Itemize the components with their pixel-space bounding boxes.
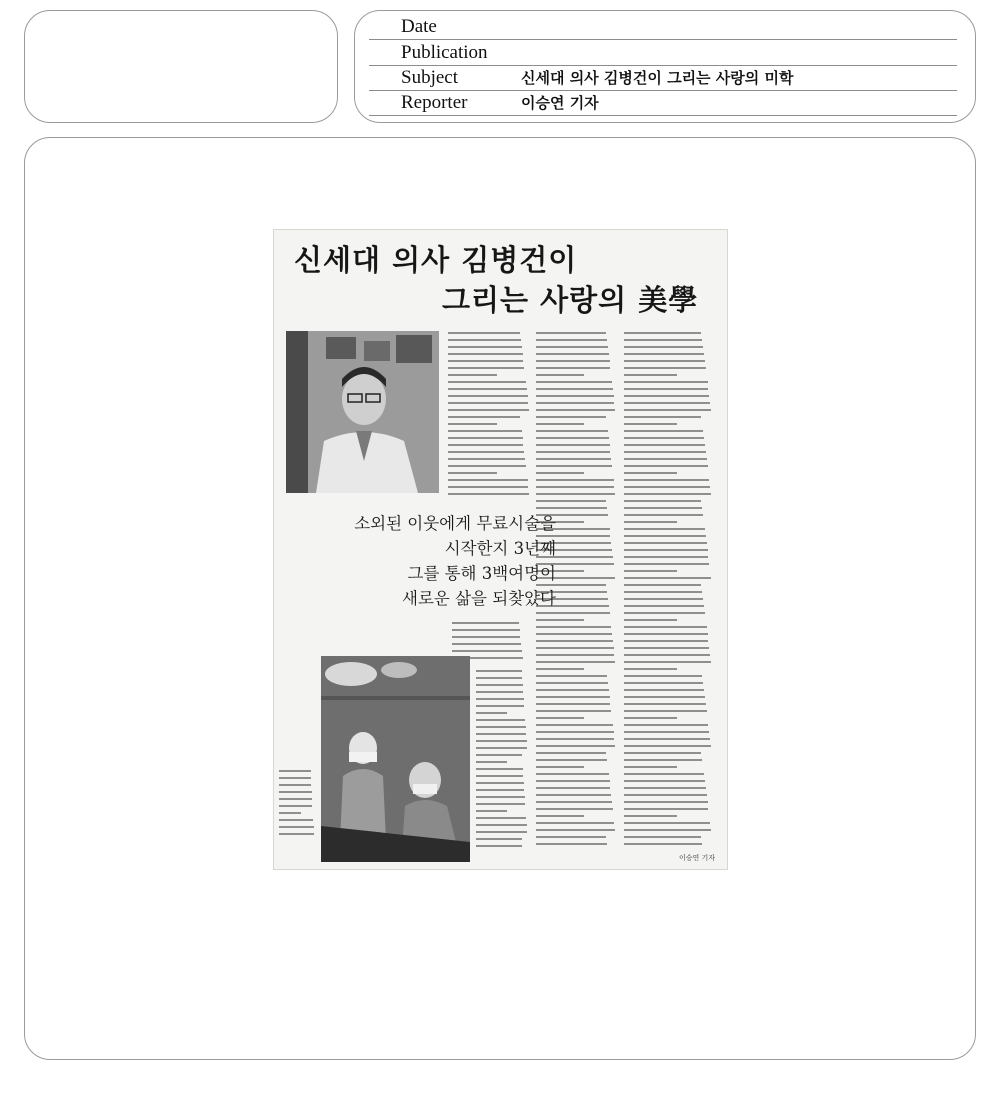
text-line [536, 640, 613, 642]
text-line [279, 784, 311, 786]
surgery-photo [321, 656, 470, 862]
text-line [624, 738, 710, 740]
text-line [448, 367, 524, 369]
text-line [476, 831, 527, 833]
text-line [536, 409, 615, 411]
text-line [536, 444, 610, 446]
text-line [624, 640, 708, 642]
date-label: Date [401, 16, 437, 37]
text-line [476, 803, 525, 805]
text-line [624, 388, 708, 390]
text-line [476, 754, 522, 756]
text-line [536, 647, 614, 649]
text-line [624, 584, 701, 586]
text-line [536, 675, 607, 677]
subhead-line: 소외된 이웃에게 무료시술을 [354, 514, 556, 533]
text-line [624, 696, 705, 698]
text-line [624, 815, 677, 817]
subhead-line: 새로운 삶을 되찾았다 [402, 589, 556, 608]
text-line [536, 332, 606, 334]
text-line [476, 691, 523, 693]
text-line [624, 549, 708, 551]
text-line [448, 332, 520, 334]
text-line [624, 591, 702, 593]
text-line [448, 381, 526, 383]
article-reporter-credit: 이승연 기자 [678, 854, 715, 862]
text-line [536, 367, 610, 369]
text-line [476, 810, 507, 812]
text-line [536, 633, 612, 635]
text-line [624, 563, 709, 565]
text-line [476, 719, 525, 721]
text-line [624, 353, 704, 355]
text-line [536, 465, 612, 467]
text-line [624, 437, 704, 439]
text-line [624, 374, 677, 376]
text-line [536, 654, 614, 656]
reporter-label: Reporter [401, 92, 468, 113]
text-line [476, 726, 526, 728]
text-line [624, 528, 705, 530]
text-line [624, 486, 710, 488]
text-line [452, 650, 522, 652]
article-column-1-photo-side [476, 670, 528, 852]
text-line [448, 465, 526, 467]
surgery-scene-illustration [321, 656, 470, 862]
text-line [448, 374, 497, 376]
text-line [624, 780, 705, 782]
text-line [624, 689, 704, 691]
text-line [536, 766, 584, 768]
text-line [536, 738, 614, 740]
text-line [536, 787, 610, 789]
text-line [624, 787, 706, 789]
text-line [279, 791, 312, 793]
text-line [624, 745, 711, 747]
text-line [536, 752, 606, 754]
logo-box [24, 10, 338, 123]
text-line [476, 782, 524, 784]
reporter-row [369, 91, 957, 116]
text-line [624, 402, 710, 404]
text-line [624, 507, 702, 509]
text-line [536, 416, 606, 418]
text-line [624, 612, 705, 614]
text-line [279, 819, 313, 821]
text-line [624, 654, 710, 656]
text-line [536, 626, 611, 628]
text-line [624, 535, 706, 537]
text-line [624, 605, 704, 607]
text-line [279, 798, 312, 800]
text-line [476, 698, 524, 700]
text-line [624, 381, 708, 383]
text-line [536, 794, 611, 796]
article-column-3 [624, 332, 712, 850]
date-row [369, 15, 957, 40]
text-line [536, 668, 584, 670]
text-line [624, 472, 677, 474]
publication-label: Publication [401, 42, 488, 63]
text-line [476, 789, 524, 791]
text-line [448, 416, 520, 418]
text-line [536, 759, 607, 761]
headline-line-1: 신세대 의사 김병건이 [294, 243, 578, 277]
text-line [624, 710, 707, 712]
text-line [624, 724, 708, 726]
text-line [448, 409, 529, 411]
text-line [536, 451, 610, 453]
text-line [624, 766, 677, 768]
headline-line-2 [442, 278, 698, 319]
text-line [448, 479, 528, 481]
doctor-portrait-illustration [286, 331, 439, 493]
text-line [624, 570, 677, 572]
text-line [624, 409, 711, 411]
text-line [279, 805, 312, 807]
text-line [624, 619, 677, 621]
text-line [452, 622, 519, 624]
text-line [536, 339, 607, 341]
text-line [448, 437, 523, 439]
text-line [476, 740, 527, 742]
text-line [624, 661, 711, 663]
text-line [624, 465, 708, 467]
text-line [476, 670, 522, 672]
text-line [536, 374, 584, 376]
subject-value: 신세대 의사 김병건이 그리는 사랑의 미학 [521, 69, 794, 87]
subhead-line: 시작한지 3년째 [444, 539, 556, 558]
text-line [452, 636, 520, 638]
text-line [624, 577, 711, 579]
text-line [624, 822, 710, 824]
text-line [536, 395, 614, 397]
text-line [536, 661, 615, 663]
text-line [624, 360, 705, 362]
text-line [536, 612, 610, 614]
text-line [448, 360, 523, 362]
subject-label: Subject [401, 67, 458, 88]
text-line [624, 346, 703, 348]
text-line [448, 339, 521, 341]
text-line [536, 710, 611, 712]
article-column-1 [448, 332, 530, 500]
text-line [624, 332, 701, 334]
text-line [536, 458, 611, 460]
text-line [536, 472, 584, 474]
text-line [624, 416, 701, 418]
text-line [624, 808, 708, 810]
text-line [624, 801, 708, 803]
publication-row [369, 41, 957, 66]
subhead-line: 그를 통해 3백여명이 [407, 564, 556, 583]
text-line [624, 717, 677, 719]
text-line [536, 500, 606, 502]
text-line [476, 677, 522, 679]
text-line [476, 747, 527, 749]
text-line [624, 647, 709, 649]
text-line [536, 402, 614, 404]
text-line [476, 768, 523, 770]
text-line [448, 458, 525, 460]
text-line [279, 833, 314, 835]
text-line [448, 451, 524, 453]
reporter-value: 이승연 기자 [521, 94, 599, 112]
text-line [536, 717, 584, 719]
text-line [624, 444, 705, 446]
text-line [279, 777, 311, 779]
text-line [536, 423, 584, 425]
text-line [536, 843, 607, 845]
text-line [448, 402, 528, 404]
text-line [624, 451, 706, 453]
text-line [536, 430, 608, 432]
text-line [536, 745, 615, 747]
doctor-portrait-photo [286, 331, 439, 493]
text-line [536, 381, 612, 383]
text-line [536, 388, 613, 390]
text-line [536, 801, 612, 803]
text-line [624, 731, 709, 733]
text-line [536, 773, 609, 775]
text-line [476, 712, 507, 714]
text-line [536, 507, 607, 509]
text-line [536, 724, 613, 726]
text-line [624, 752, 701, 754]
text-line [476, 796, 525, 798]
text-line [536, 353, 609, 355]
text-line [624, 395, 709, 397]
text-line [476, 845, 522, 847]
text-line [624, 556, 708, 558]
text-line [452, 629, 520, 631]
text-line [448, 486, 528, 488]
text-line [624, 668, 677, 670]
text-line [624, 843, 702, 845]
text-line [536, 619, 584, 621]
text-line [624, 626, 707, 628]
text-line [536, 829, 615, 831]
text-line [536, 836, 606, 838]
text-line [624, 514, 703, 516]
text-line [624, 759, 702, 761]
text-line [536, 815, 584, 817]
text-line [448, 388, 527, 390]
text-line [536, 780, 610, 782]
text-line [536, 808, 613, 810]
text-line [536, 689, 609, 691]
newspaper-clipping [273, 229, 728, 870]
text-line [448, 423, 497, 425]
text-line [448, 472, 497, 474]
text-line [476, 838, 522, 840]
article-subhead [306, 511, 556, 611]
text-line [279, 770, 311, 772]
text-line [536, 822, 614, 824]
text-line [624, 703, 706, 705]
metadata-box [354, 10, 976, 123]
text-line [624, 829, 711, 831]
text-line [448, 444, 523, 446]
text-line [536, 346, 608, 348]
text-line [624, 598, 703, 600]
text-line [624, 836, 701, 838]
subject-row [369, 66, 957, 91]
text-line [476, 824, 527, 826]
text-line [624, 675, 702, 677]
text-line [536, 682, 608, 684]
text-line [624, 367, 706, 369]
text-line [279, 812, 301, 814]
text-line [624, 794, 707, 796]
text-line [476, 705, 524, 707]
text-line [624, 479, 709, 481]
text-line [624, 542, 707, 544]
text-line [476, 684, 523, 686]
text-line [624, 339, 702, 341]
text-line [536, 479, 614, 481]
photo-caption [279, 770, 315, 840]
text-line [624, 423, 677, 425]
text-line [536, 731, 614, 733]
text-line [624, 773, 704, 775]
text-line [624, 633, 708, 635]
text-line [624, 521, 677, 523]
text-line [448, 346, 522, 348]
text-line [452, 643, 521, 645]
text-line [536, 703, 610, 705]
text-line [279, 826, 314, 828]
headline-line-2-text: 그리는 사랑의 [442, 283, 639, 317]
text-line [476, 733, 526, 735]
text-line [624, 500, 701, 502]
text-line [448, 430, 522, 432]
text-line [624, 430, 703, 432]
text-line [624, 682, 703, 684]
text-line [536, 437, 609, 439]
headline-hanja: 美學 [638, 283, 699, 317]
text-line [624, 493, 711, 495]
text-line [536, 493, 615, 495]
content-box [24, 137, 976, 1060]
text-line [476, 761, 507, 763]
text-line [448, 353, 523, 355]
text-line [624, 458, 707, 460]
text-line [448, 395, 528, 397]
text-line [536, 696, 610, 698]
text-line [448, 493, 529, 495]
text-line [536, 486, 614, 488]
text-line [476, 775, 523, 777]
text-line [536, 360, 610, 362]
text-line [476, 817, 526, 819]
